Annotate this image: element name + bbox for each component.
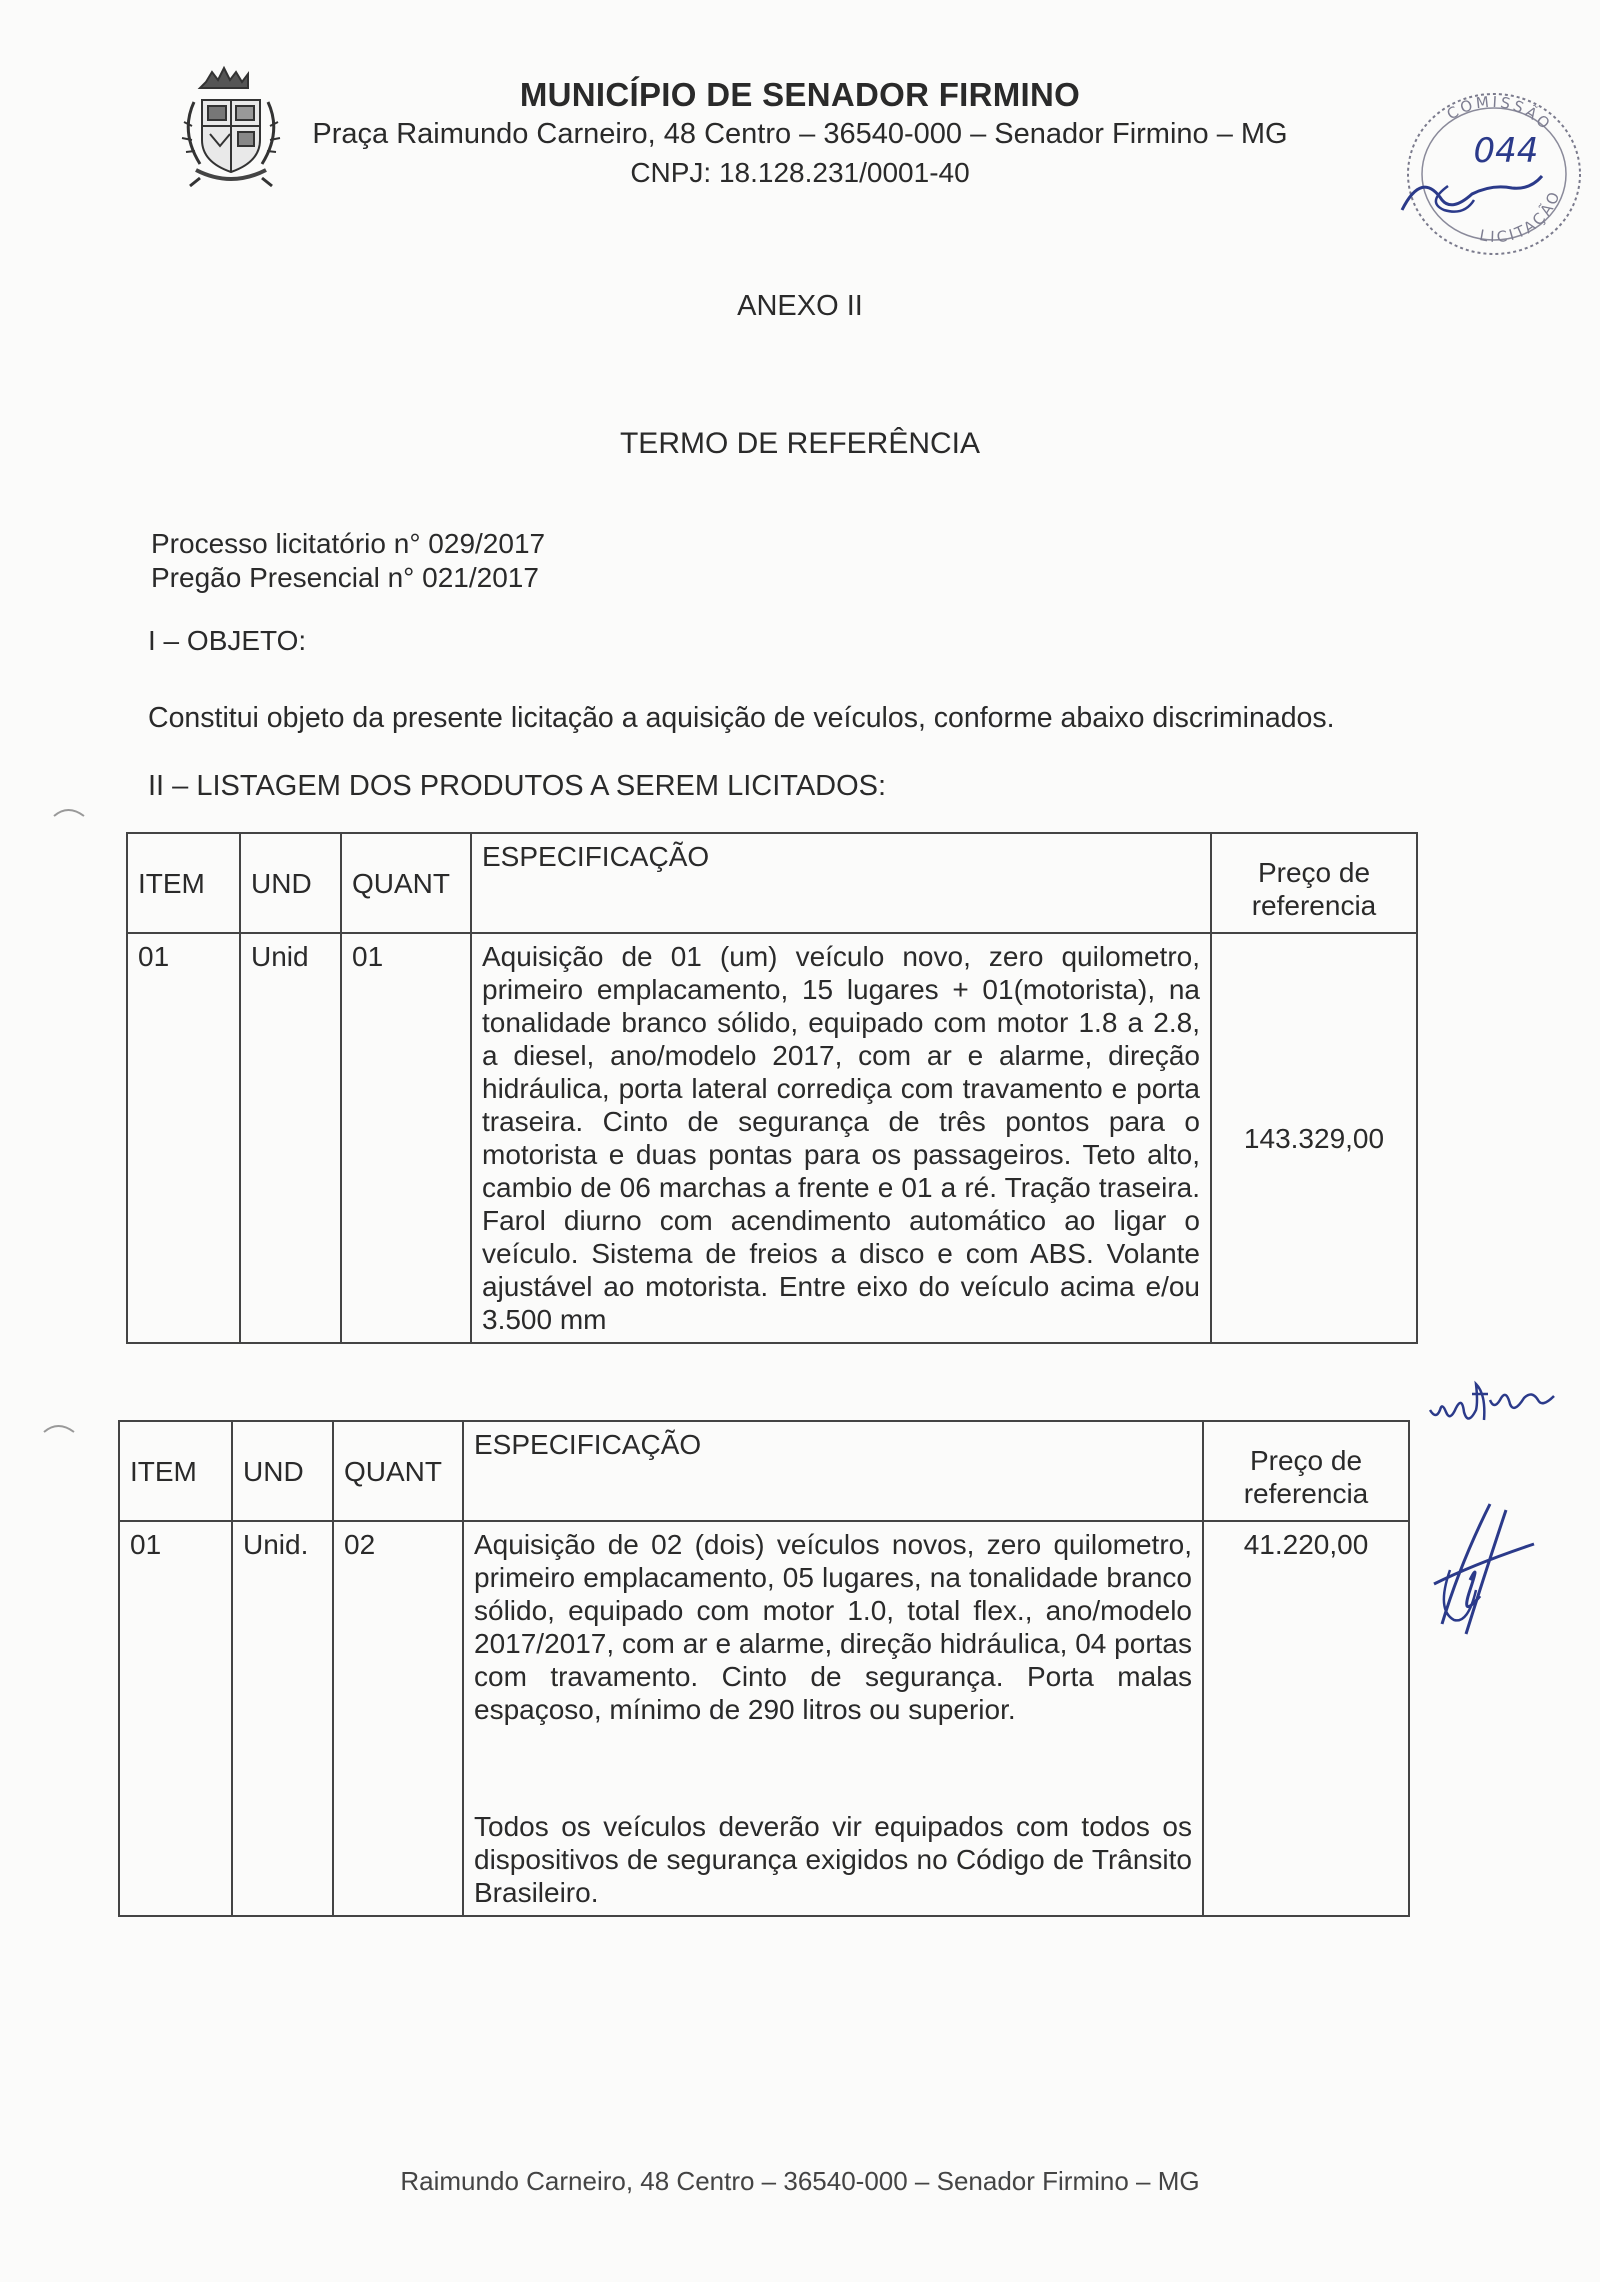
process-number: Processo licitatório n° 029/2017	[151, 528, 546, 559]
row-quantity: 02	[333, 1521, 463, 1916]
header-quantity: QUANT	[333, 1421, 463, 1521]
svg-text:LICITAÇÃO	[1478, 187, 1564, 246]
handwritten-initials	[1428, 1370, 1568, 1430]
section-title: TERMO DE REFERÊNCIA	[619, 427, 981, 460]
stamp-bottom-text: LICITAÇÃO	[1477, 186, 1565, 247]
object-heading: I – OBJETO:	[148, 625, 307, 656]
header-title: MUNICÍPIO DE SENADOR FIRMINO	[519, 76, 1081, 113]
header-price: Preço de referencia	[1211, 833, 1417, 933]
products-table-1	[126, 832, 1418, 1344]
scan-mark	[42, 1418, 82, 1438]
header-item: ITEM	[127, 833, 240, 933]
table-row	[127, 933, 1417, 1343]
row-item: 01	[127, 933, 240, 1343]
header-unit: UND	[232, 1421, 333, 1521]
header-quantity: QUANT	[341, 833, 471, 933]
row-note: Todos os veículos deverão vir equipados com todos os dispositivos de segurança exigidos no Código de Trânsito Brasileiro.	[474, 1811, 1192, 1908]
stamp-number: 044	[1473, 131, 1539, 171]
row-unit: Unid.	[232, 1521, 333, 1916]
table-header-row	[127, 833, 1417, 933]
auction-number: Pregão Presencial n° 021/2017	[151, 562, 539, 593]
footer-address: Raimundo Carneiro, 48 Centro – 36540-000 – Senador Firmino – MG	[400, 2166, 1200, 2196]
scan-mark	[52, 802, 92, 822]
row-price: 143.329,00	[1211, 933, 1417, 1343]
annex-title: ANEXO II	[737, 290, 863, 322]
row-quantity: 01	[341, 933, 471, 1343]
header-spec: ESPECIFICAÇÃO	[463, 1421, 1203, 1521]
header-unit: UND	[240, 833, 341, 933]
header-item: ITEM	[119, 1421, 232, 1521]
header-spec: ESPECIFICAÇÃO	[471, 833, 1211, 933]
row-item: 01	[119, 1521, 232, 1916]
table-row	[119, 1521, 1409, 1916]
row-spec-cell	[463, 1521, 1203, 1916]
svg-text:COMISSÃO	[1444, 93, 1556, 135]
stamp-top-text: COMISSÃO	[1443, 92, 1556, 135]
products-table-2	[118, 1420, 1410, 1917]
header-cnpj: CNPJ: 18.128.231/0001-40	[630, 157, 970, 188]
row-unit: Unid	[240, 933, 341, 1343]
row-spec: Aquisição de 02 (dois) veículos novos, zero quilometro, primeiro emplacamento, 05 lugares, na tonalidade branco sólido, equipado com motor 1.0, total flex., ano/modelo 2017/2017, com ar e alarme, direção hidráulica, 04 portas com travamento. Cinto de segurança. Porta malas espaçoso, mínimo de 290 litros ou superior.	[474, 1529, 1192, 1725]
header-address: Praça Raimundo Carneiro, 48 Centro – 36540-000 – Senador Firmino – MG	[312, 118, 1288, 150]
row-spec: Aquisição de 01 (um) veículo novo, zero quilometro, primeiro emplacamento, 15 lugares + 01(motorista), na tonalidade branco sólido, equipado com motor 1.8 a 2.8, a diesel, ano/modelo 2017, com ar e alarme, direção hidráulica, porta lateral corrediça com travamento e porta traseira. Cinto de segurança de três pontos para o motorista e duas pontas para os passageiros. Teto alto, cambio de 06 marchas a frente e 01 a ré. Tração traseira. Farol diurno com acendimento automático ao ligar o veículo. Sistema de freios a disco e com ABS. Volante ajustável ao motorista. Entre eixo do veículo acima e/ou 3.500 mm	[471, 933, 1211, 1343]
header-price: Preço de referencia	[1203, 1421, 1409, 1521]
row-price: 41.220,00	[1203, 1521, 1409, 1916]
handwritten-signature	[1430, 1500, 1540, 1640]
listing-heading: II – LISTAGEM DOS PRODUTOS A SEREM LICITADOS:	[148, 770, 887, 802]
commission-stamp	[1392, 82, 1588, 260]
object-text: Constitui objeto da presente licitação a aquisição de veículos, conforme abaixo discriminados.	[148, 702, 1335, 734]
table-header-row	[119, 1421, 1409, 1521]
